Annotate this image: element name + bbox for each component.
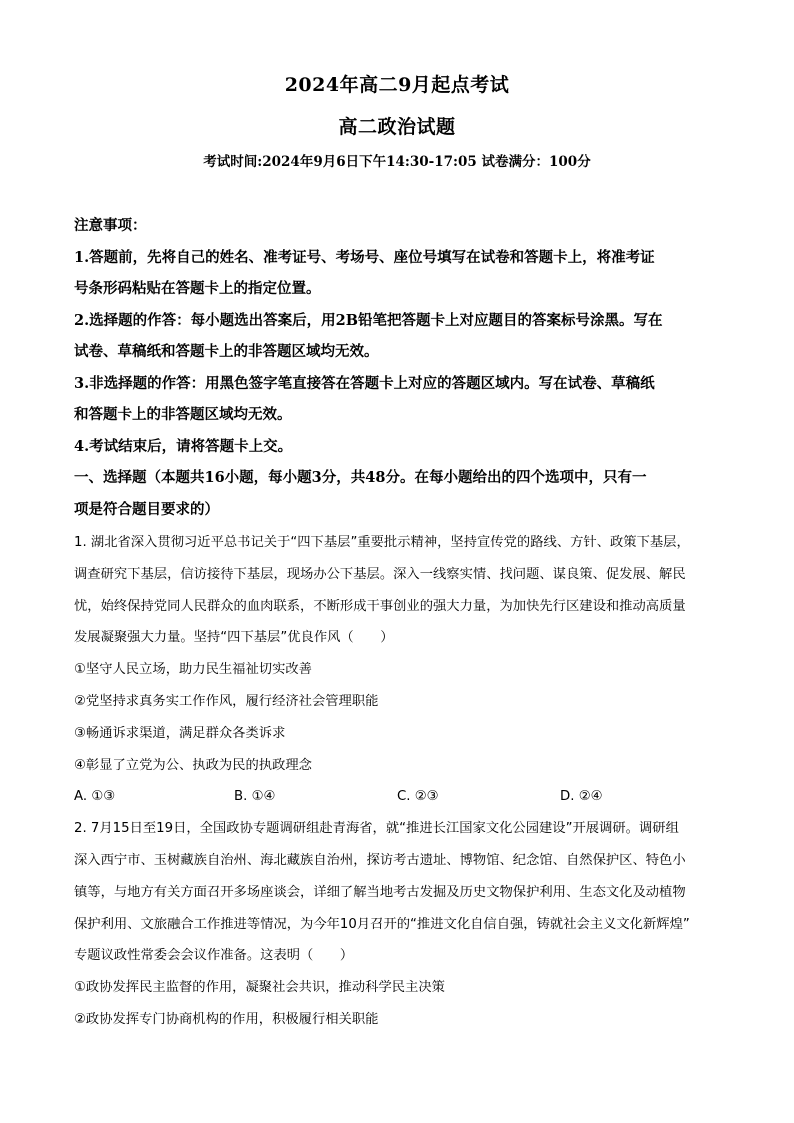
question-text-line: 2. 7月15日至19日，全国政协专题调研组赴青海省，就“推进长江国家文化公园建设”开展调研。调研组: [74, 821, 679, 837]
choice-b: B. ①④: [234, 789, 276, 805]
section-heading: 一、选择题（本题共16小题，每小题3分，共48分。在每小题给出的四个选项中，只有一: [74, 469, 647, 486]
question-text-line: 专题议政性常委会会议作准备。这表明（ ）: [74, 948, 354, 964]
question-text-line: 保护利用、文旅融合工作推进等情况，为今年10月召开的“推进文化自信自强，铸就社会主义文化新辉煌”: [74, 916, 690, 932]
exam-info: 考试时间:2024年9月6日下午14:30-17:05 试卷满分：100分: [203, 154, 591, 170]
statement-option: ②党坚持求真务实工作作风，履行经济社会管理职能: [74, 693, 379, 709]
question-text-line: 镇等，与地方有关方面召开多场座谈会，详细了解当地考古发掘及历史文物保护利用、生态文化及动植物: [74, 884, 686, 900]
statement-option: ①坚守人民立场，助力民生福祉切实改善: [74, 662, 312, 678]
instructions-section: [74, 210, 722, 525]
question-text-line: 深入西宁市、玉树藏族自治州、海北藏族自治州，探访考古遗址、博物馆、纪念馆、自然保护区、特色小: [74, 852, 686, 868]
instruction-line: 1.答题前，先将自己的姓名、准考证号、考场号、座位号填写在试卷和答题卡上，将准考证: [74, 248, 655, 266]
instruction-line: 3.非选择题的作答：用黑色签字笔直接答在答题卡上对应的答题区域内。写在试卷、草稿纸: [74, 374, 655, 392]
question-text-line: 忧，始终保持党同人民群众的血肉联系，不断形成干事创业的强大力量，为加快先行区建设和推动高质量: [74, 598, 686, 614]
instruction-line: 试卷、草稿纸和答题卡上的非答题区域均无效。: [74, 343, 379, 360]
section-heading: 项是符合题目要求的）: [74, 500, 219, 518]
question-text-line: 发展凝聚强大力量。坚持“四下基层”优良作风（ ）: [74, 630, 394, 646]
exam-title: 2024年高二9月起点考试: [284, 74, 510, 96]
choice-d: D. ②④: [560, 789, 603, 805]
statement-option: ③畅通诉求渠道，满足群众各类诉求: [74, 725, 286, 741]
instructions-heading: 注意事项：: [74, 217, 147, 234]
questions-section: [74, 527, 722, 1036]
instruction-line: 号条形码粘贴在答题卡上的指定位置。: [74, 280, 321, 297]
answer-choices: [74, 781, 722, 813]
choice-a: A. ①③: [74, 789, 116, 805]
instruction-line: 4.考试结束后，请将答题卡上交。: [74, 437, 293, 455]
question-1: [74, 527, 722, 813]
question-text-line: 1. 湖北省深入贯彻习近平总书记关于“四下基层”重要批示精神，坚持宣传党的路线、方针、政策下基层，: [74, 535, 690, 550]
instruction-line: 和答题卡上的非答题区域均无效。: [74, 406, 292, 423]
exam-subtitle: 高二政治试题: [338, 116, 456, 138]
statement-option: ②政协发挥专门协商机构的作用，积极履行相关职能: [74, 1011, 379, 1027]
question-2: [74, 813, 722, 1036]
question-text-line: 调查研究下基层，信访接待下基层，现场办公下基层。深入一线察实情、找问题、谋良策、促发展、解民: [74, 566, 686, 582]
statement-option: ①政协发挥民主监督的作用，凝聚社会共识，推动科学民主决策: [74, 980, 445, 996]
choice-c: C. ②③: [397, 789, 439, 805]
statement-option: ④彰显了立党为公、执政为民的执政理念: [74, 757, 312, 773]
instruction-line: 2.选择题的作答：每小题选出答案后，用2B铅笔把答题卡上对应题目的答案标号涂黑。写在: [74, 311, 663, 329]
